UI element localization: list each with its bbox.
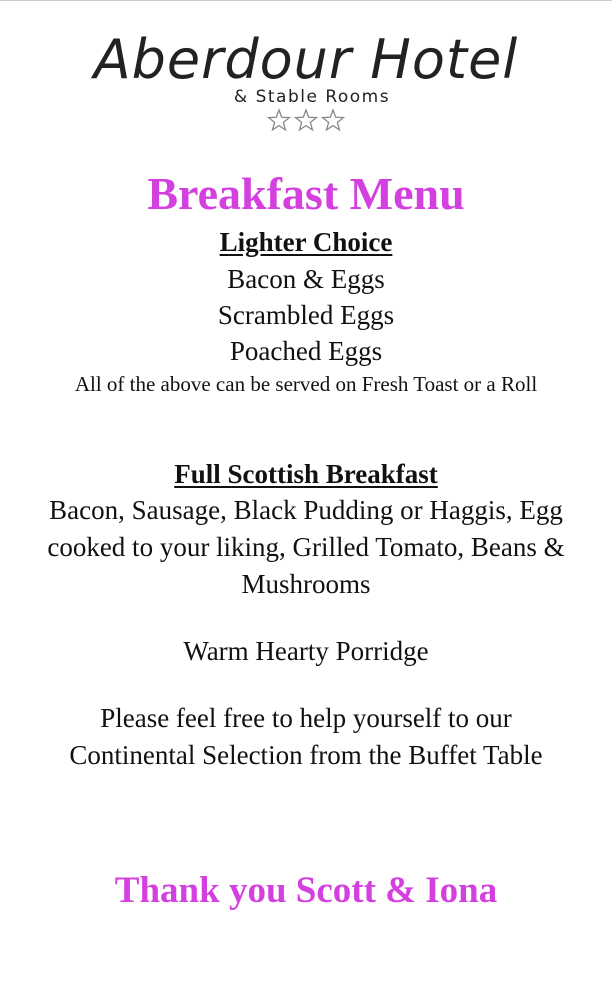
page-title: Breakfast Menu: [147, 168, 465, 219]
star-icon: [269, 110, 290, 130]
logo-wordmark: Aberdour Hotel: [93, 28, 519, 91]
full-scottish-heading: Full Scottish Breakfast: [174, 459, 438, 489]
menu-item-bacon-eggs: Bacon & Eggs: [227, 264, 385, 294]
lighter-choice-heading: Lighter Choice: [219, 227, 393, 257]
menu-item-poached-eggs: Poached Eggs: [229, 336, 383, 366]
lighter-choice-note: All of the above can be served on Fresh Toast or a Roll: [74, 372, 538, 396]
star-rating: [269, 110, 344, 130]
continental-note: Please feel free to help yourself to our Continental Selection from the Buffet Table: [69, 703, 543, 770]
full-scottish-description: Bacon, Sausage, Black Pudding or Haggis, Egg cooked to your liking, Grilled Tomato, Beans & Mushrooms: [47, 495, 565, 599]
menu-item-scrambled-eggs: Scrambled Eggs: [217, 300, 395, 330]
star-icon: [323, 110, 344, 130]
star-icon: [296, 110, 317, 130]
top-divider: [0, 0, 612, 1]
logo-subtitle: & Stable Rooms: [233, 87, 391, 107]
thank-you-message: Thank you Scott & Iona: [114, 870, 498, 911]
hotel-logo: [0, 10, 612, 135]
menu-item-porridge: Warm Hearty Porridge: [183, 636, 429, 666]
